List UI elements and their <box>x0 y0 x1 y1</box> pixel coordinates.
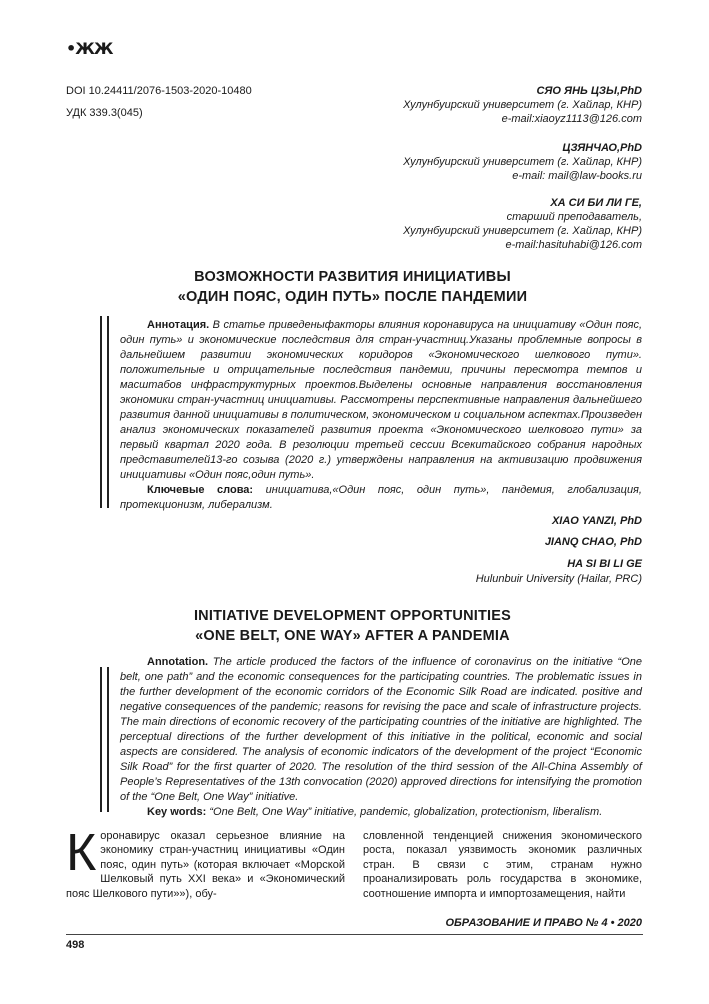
author-name: ХА СИ БИ ЛИ ГЕ, <box>550 197 642 209</box>
author-en-name: HA SI BI LI GE <box>567 558 642 570</box>
title-ru <box>60 267 645 307</box>
author-name: СЯО ЯНЬ ЦЗЫ,PhD <box>536 85 642 97</box>
udk: УДК 339.3(045) <box>66 107 143 119</box>
author-affiliation: Хулунбуирский университет (г. Хайлар, КНР) <box>403 156 642 168</box>
author-email: e-mail:xiaoyz1113@126.com <box>501 113 642 125</box>
title-line: INITIATIVE DEVELOPMENT OPPORTUNITIES <box>193 608 512 624</box>
title-line: ВОЗМОЖНОСТИ РАЗВИТИЯ ИНИЦИАТИВЫ <box>194 269 511 285</box>
page-number: 498 <box>66 939 85 951</box>
keywords-text: “One Belt, One Way” initiative, pandemic, globalization, protectionism, liberalism. <box>206 806 603 818</box>
abstract-label: Аннотация. <box>147 319 210 331</box>
title-line: «ONE BELT, ONE WAY» AFTER A PANDEMIA <box>195 628 510 644</box>
author-block-1 <box>242 84 642 126</box>
abstract-label: Annotation. <box>147 656 209 668</box>
abstract-ru <box>120 318 642 513</box>
journal-logo: •ЖЖ <box>66 39 113 58</box>
drop-cap: К <box>66 824 97 882</box>
author-name: ЦЗЯНЧАО,PhD <box>562 142 642 154</box>
abstract-text: В статье приведеныфакторы влияния коронавируса на инициативу «Один пояс, один путь» и экономические последствия для стран-участниц.Указаны проблемные вопросы в дальнейшем развитии экономических коридоров «Экономического шелкового пути». положительные и отрицательные последствия пандемии, причины пересмотра темпов и масштабов инфраструктурных проектов.Выделены основные направления восстановления экономики стран-участниц инициативы. Рассмотрены перспективные направления дальнейшего развития данной инициативы в политическом, экономическом и социальном аспектах.Произведен анализ экономических показателей развития проекта «Экономического шелкового пути» за первый квартал 2020 года. В резолюции третьей сессии Всекитайского собрания народных представителей13-го созыва (2020 г.) утверждены направления на активизацию продвижения инициативы «Один пояс,один путь». <box>120 319 642 481</box>
body-text: словленной тенденцией снижения экономического роста, показал уязвимость экономик различных стран. В связи с этим, странам нужно проанализировать роль государства в экономике, соотношение импорта и импортозамещения, найти <box>363 830 642 900</box>
journal-footer: ОБРАЗОВАНИЕ И ПРАВО № 4 • 2020 <box>445 917 642 929</box>
keywords-label: Key words: <box>147 806 207 818</box>
author-email: e-mail: mail@law-books.ru <box>512 170 642 182</box>
authors-en <box>342 511 642 587</box>
author-affiliation: Хулунбуирский университет (г. Хайлар, КНР) <box>403 225 642 237</box>
abstract-en <box>120 655 642 820</box>
author-en-name: JIANQ CHAO, PhD <box>544 536 642 548</box>
body-text: оронавирус оказал серьезное влияние на экономику стран-участниц инициативы «Один пояс, один путь» (которая включает «Морской Шелковый путь XXI века» и «Экономический пояс Шелкового пути»»), обу- <box>66 830 345 900</box>
author-email: e-mail:hasituhabi@126.com <box>505 239 642 251</box>
affiliation-en: Hulunbuir University (Hailar, PRC) <box>475 573 642 585</box>
author-position: старший преподаватель, <box>506 211 642 223</box>
body-column-2 <box>363 829 642 901</box>
keywords-text: инициатива,«Один пояс, один путь», пандемия, глобализация, протекционизм, либерализм. <box>120 484 642 511</box>
doi: DOI 10.24411/2076-1503-2020-10480 <box>66 85 252 97</box>
title-line: «ОДИН ПОЯС, ОДИН ПУТЬ» ПОСЛЕ ПАНДЕМИИ <box>177 289 528 305</box>
abstract-text: The article produced the factors of the influence of coronavirus on the initiative “One belt, one path” and the economic consequences for the participating countries. The problematic issues in the further development of the economic corridors of the Economic Silk Road are indicated. positive and negative consequences of the pandemic; reasons for revising the pace and scale of infrastructure projects. The main directions of economic recovery of the participating countries of the initiative are highlighted. The perceptual directions of the further development of this initiative in the political, economic and social aspects are considered. The analysis of economic indicators of the development of the project “Economic Silk Road” for the first quarter of 2020. The resolution of the third session of the All-China Assembly of People’s Representatives of the 13th convocation (2020) approved directions for intensifying the promotion of the “One Belt, One Way” initiative. <box>120 656 642 803</box>
abstract-bar-ru <box>100 316 109 508</box>
body-column-1 <box>66 824 345 901</box>
author-en-name: XIAO YANZI, PhD <box>551 515 642 527</box>
keywords-label: Ключевые слова: <box>147 484 254 496</box>
title-en <box>60 606 645 646</box>
author-block-2 <box>242 141 642 183</box>
abstract-bar-en <box>100 667 109 812</box>
footer-divider <box>66 934 643 935</box>
author-affiliation: Хулунбуирский университет (г. Хайлар, КНР) <box>403 99 642 111</box>
author-block-3 <box>242 196 642 252</box>
